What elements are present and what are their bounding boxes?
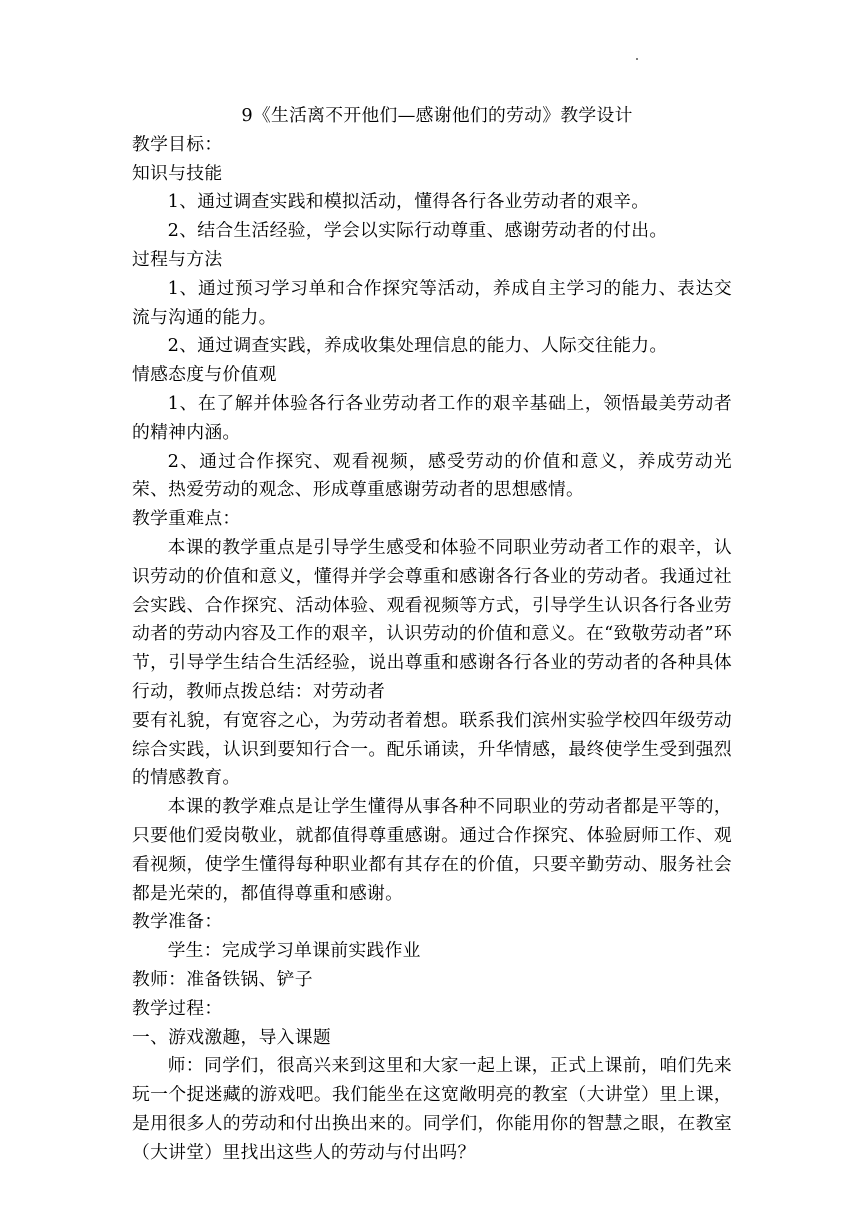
process-steps-heading: 教学过程： [132, 997, 223, 1019]
step-1-heading: 一、游戏激趣，导入课题 [132, 1026, 331, 1048]
objectives-heading: 教学目标： [132, 133, 223, 155]
key-points-paragraph-1-continued: 要有礼貌，有宽容之心，为劳动者着想。联系我们滨州实验学校四年级劳动综合实践，认识到要知行合一。配乐诵读，升华情感，最终使学生受到强烈的情感教育。 [132, 709, 732, 789]
key-points-paragraph-1: 本课的教学重点是引导学生感受和体验不同职业劳动者工作的艰辛，认识劳动的价值和意义，懂得并学会尊重和感谢各行各业的劳动者。我通过社会实践、合作探究、活动体验、观看视频等方式，引导学生认识各行各业劳动者的劳动内容及工作的艰辛，认识劳动的价值和意义。在“致敬劳动者”环节，引导学生结合生活经验，说出尊重和感谢各行各业的劳动者的各种具体行动，教师点拨总结：对劳动者 [132, 536, 732, 702]
key-points-paragraph-2: 本课的教学难点是让学生懂得从事各种不同职业的劳动者都是平等的，只要他们爱岗敬业，就都值得尊重感谢。通过合作探究、体验厨师工作、观看视频，使学生懂得每种职业都有其存在的价值，只要辛勤劳动、服务社会都是光荣的，都值得尊重和感谢。 [132, 796, 732, 904]
preparation-students: 学生：完成学习单课前实践作业 [167, 940, 421, 962]
preparation-heading: 教学准备： [132, 911, 223, 933]
document-body [132, 102, 732, 1167]
process-method-item-2: 2、通过调查实践，养成收集处理信息的能力、人际交往能力。 [167, 335, 668, 357]
knowledge-item-1: 1、通过调查实践和模拟活动，懂得各行各业劳动者的艰辛。 [167, 191, 650, 213]
stray-dot-mark [636, 58, 638, 60]
emotion-heading: 情感态度与价值观 [132, 364, 277, 386]
emotion-item-2: 2、通过合作探究、观看视频，感受劳动的价值和意义，养成劳动光荣、热爱劳动的观念、形成尊重感谢劳动者的思想感情。 [132, 450, 732, 501]
key-points-heading: 教学重难点： [132, 508, 241, 530]
preparation-teacher: 教师：准备铁锅、铲子 [132, 968, 313, 990]
knowledge-item-2: 2、结合生活经验，学会以实际行动尊重、感谢劳动者的付出。 [167, 220, 668, 242]
process-method-item-1: 1、通过预习学习单和合作探究等活动，养成自主学习的能力、表达交流与沟通的能力。 [132, 277, 732, 328]
knowledge-heading: 知识与技能 [132, 162, 223, 184]
process-method-heading: 过程与方法 [132, 248, 223, 270]
emotion-item-1: 1、在了解并体验各行各业劳动者工作的艰辛基础上，领悟最美劳动者的精神内涵。 [132, 392, 732, 443]
step-1-paragraph: 师：同学们，很高兴来到这里和大家一起上课，正式上课前，咱们先来玩一个捉迷藏的游戏吧。我们能坐在这宽敞明亮的教室（大讲堂）里上课，是用很多人的劳动和付出换出来的。同学们，你能用你的智慧之眼，在教室（大讲堂）里找出这些人的劳动与付出吗？ [132, 1055, 732, 1163]
document-title: 9《生活离不开他们—感谢他们的劳动》教学设计 [241, 105, 633, 126]
